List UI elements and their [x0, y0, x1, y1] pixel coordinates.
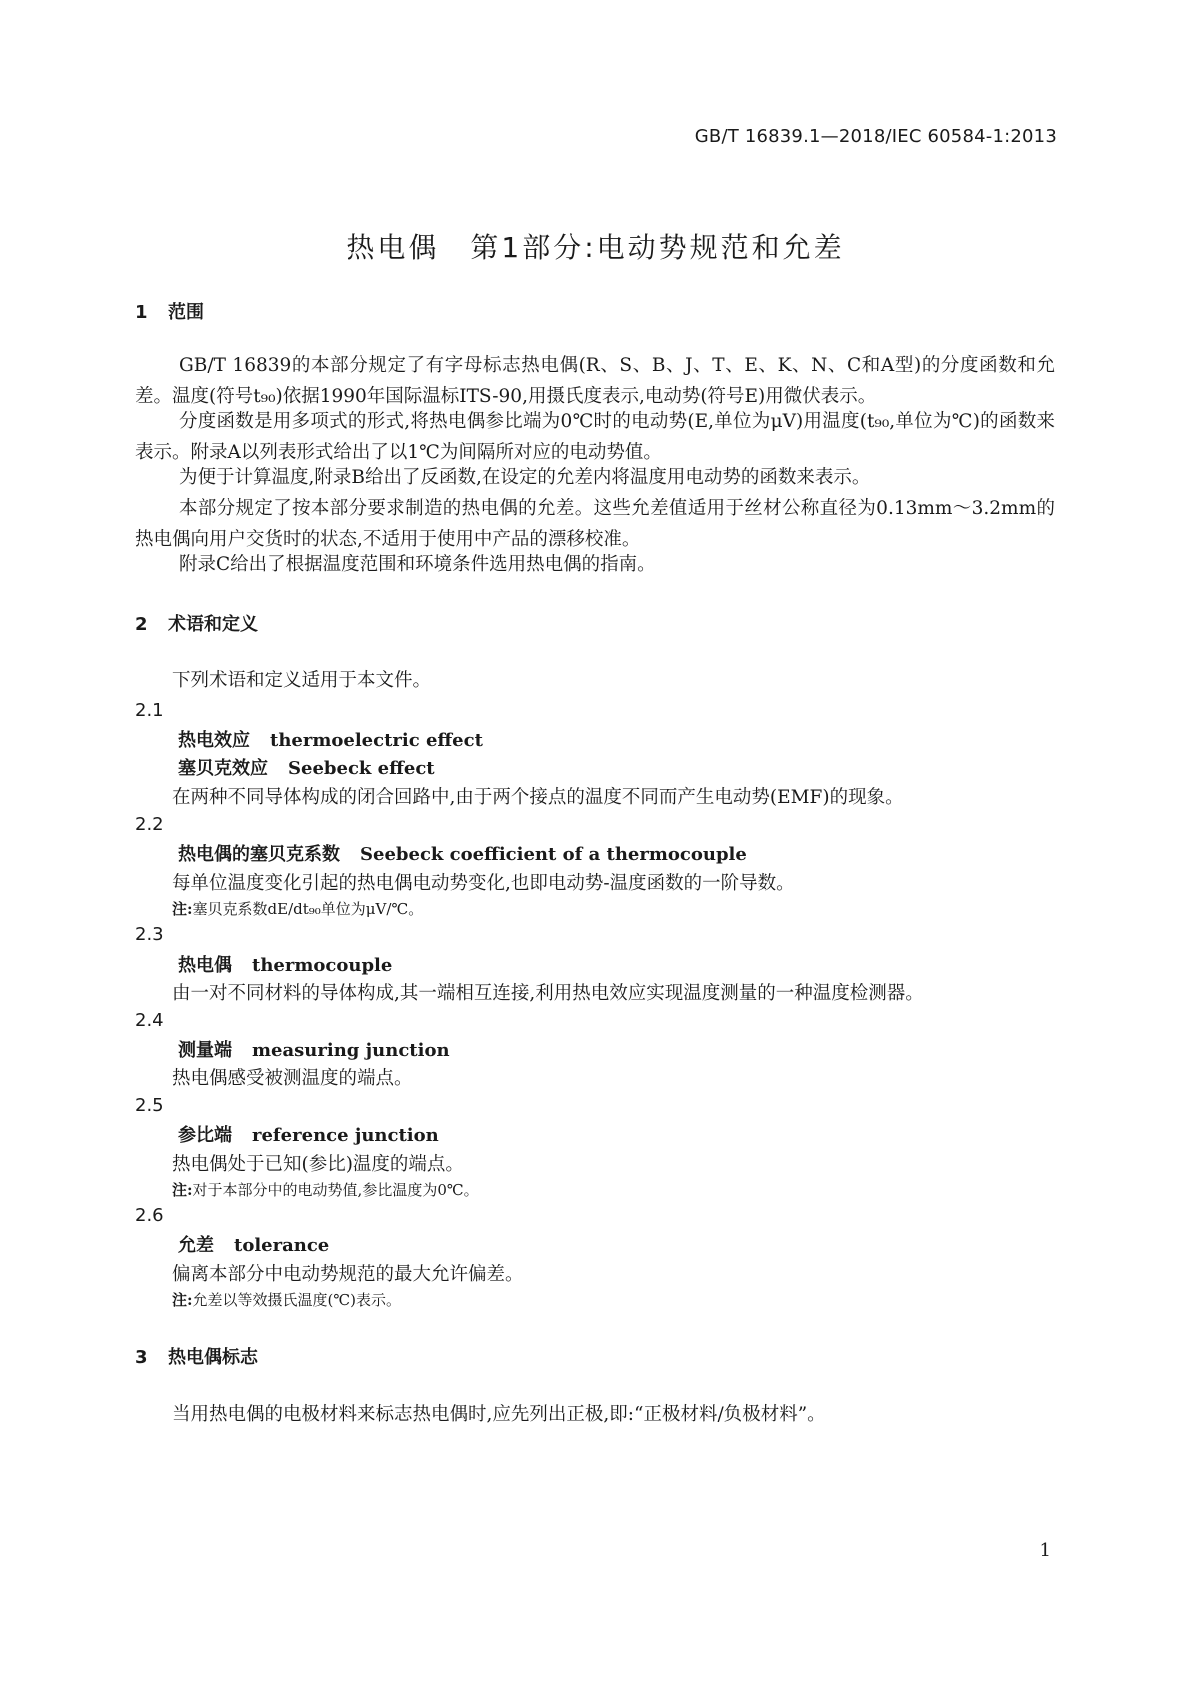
scope-paragraph-2: 分度函数是用多项式的形式,将热电偶参比端为0℃时的电动势(E,单位为μV)用温度(t₉₀,单位为℃)的函数来表示。附录A以列表形式给出了以1℃为间隔所对应的电动势值。: [135, 411, 1055, 463]
term-en: measuring junction: [252, 1040, 450, 1061]
section-1-heading: [135, 298, 204, 324]
section-title: 范围: [168, 302, 204, 323]
section-number: 3: [135, 1347, 148, 1368]
term-en: Seebeck coefficient of a thermocouple: [360, 844, 747, 865]
clause-number-2-1: 2.1: [135, 700, 164, 721]
term-definition: 偏离本部分中电动势规范的最大允许偏差。: [172, 1264, 524, 1285]
note-text: 允差以等效摄氏温度(℃)表示。: [192, 1291, 402, 1309]
scope-paragraph-1: GB/T 16839的本部分规定了有字母标志热电偶(R、S、B、J、T、E、K、N、C和A型)的分度函数和允差。温度(符号t₉₀)依据1990年国际温标ITS-90,用摄氏度表示,电动势(符号E)用微伏表示。: [135, 355, 1055, 407]
standard-code: GB/T 16839.1—2018/IEC 60584-1:2013: [694, 126, 1057, 147]
section-number: 1: [135, 302, 148, 323]
term-note: [172, 898, 423, 919]
term-en: thermoelectric effect: [270, 730, 483, 751]
term-zh: 参比端: [178, 1125, 232, 1146]
designation-paragraph: 当用热电偶的电极材料来标志热电偶时,应先列出正极,即:“正极材料/负极材料”。: [172, 1404, 826, 1425]
note-label: 注:: [172, 1291, 193, 1309]
scope-paragraph-5: 附录C给出了根据温度范围和环境条件选用热电偶的指南。: [179, 554, 656, 575]
note-text: 塞贝克系数dE/dt₉₀单位为μV/℃。: [192, 900, 424, 918]
term-zh: 允差: [178, 1235, 214, 1256]
clause-number-2-5: 2.5: [135, 1095, 164, 1116]
section-3-heading: [135, 1343, 258, 1369]
terms-intro: 下列术语和定义适用于本文件。: [172, 670, 432, 691]
term-en: reference junction: [252, 1125, 439, 1146]
section-2-heading: [135, 610, 258, 636]
term-en: Seebeck effect: [288, 758, 435, 779]
note-text: 对于本部分中的电动势值,参比温度为0℃。: [192, 1181, 479, 1199]
section-title: 术语和定义: [168, 614, 258, 635]
term-en: tolerance: [234, 1235, 330, 1256]
term-definition: 在两种不同导体构成的闭合回路中,由于两个接点的温度不同而产生电动势(EMF)的现象。: [172, 787, 904, 808]
term-zh: 热电效应: [178, 730, 250, 751]
clause-number-2-2: 2.2: [135, 814, 164, 835]
term-zh: 热电偶的塞贝克系数: [178, 844, 340, 865]
term-definition: 每单位温度变化引起的热电偶电动势变化,也即电动势-温度函数的一阶导数。: [172, 873, 795, 894]
term-entry: [178, 1036, 450, 1062]
term-entry: [178, 1121, 439, 1147]
scope-paragraph-3: 为便于计算温度,附录B给出了反函数,在设定的允差内将温度用电动势的函数来表示。: [179, 467, 871, 488]
term-note: [172, 1289, 401, 1310]
term-zh: 热电偶: [178, 955, 232, 976]
scope-paragraph-4: 本部分规定了按本部分要求制造的热电偶的允差。这些允差值适用于丝材公称直径为0.13mm～3.2mm的热电偶向用户交货时的状态,不适用于使用中产品的漂移校准。: [135, 498, 1055, 550]
clause-number-2-6: 2.6: [135, 1205, 164, 1226]
term-zh: 测量端: [178, 1040, 232, 1061]
page-number: 1: [1039, 1540, 1051, 1561]
term-entry: [178, 840, 747, 866]
term-note: [172, 1179, 479, 1200]
term-definition: 热电偶感受被测温度的端点。: [172, 1068, 413, 1089]
term-en: thermocouple: [252, 955, 393, 976]
section-title: 热电偶标志: [168, 1347, 258, 1368]
term-entry: [178, 754, 435, 780]
section-number: 2: [135, 614, 148, 635]
term-entry: [178, 726, 483, 752]
note-label: 注:: [172, 1181, 193, 1199]
term-definition: 热电偶处于已知(参比)温度的端点。: [172, 1154, 464, 1175]
term-entry: [178, 1231, 329, 1257]
term-entry: [178, 951, 392, 977]
term-zh: 塞贝克效应: [178, 758, 268, 779]
term-definition: 由一对不同材料的导体构成,其一端相互连接,利用热电效应实现温度测量的一种温度检测器。: [172, 983, 924, 1004]
document-title: 热电偶 第1部分:电动势规范和允差: [346, 231, 845, 264]
clause-number-2-4: 2.4: [135, 1010, 164, 1031]
clause-number-2-3: 2.3: [135, 924, 164, 945]
note-label: 注:: [172, 900, 193, 918]
